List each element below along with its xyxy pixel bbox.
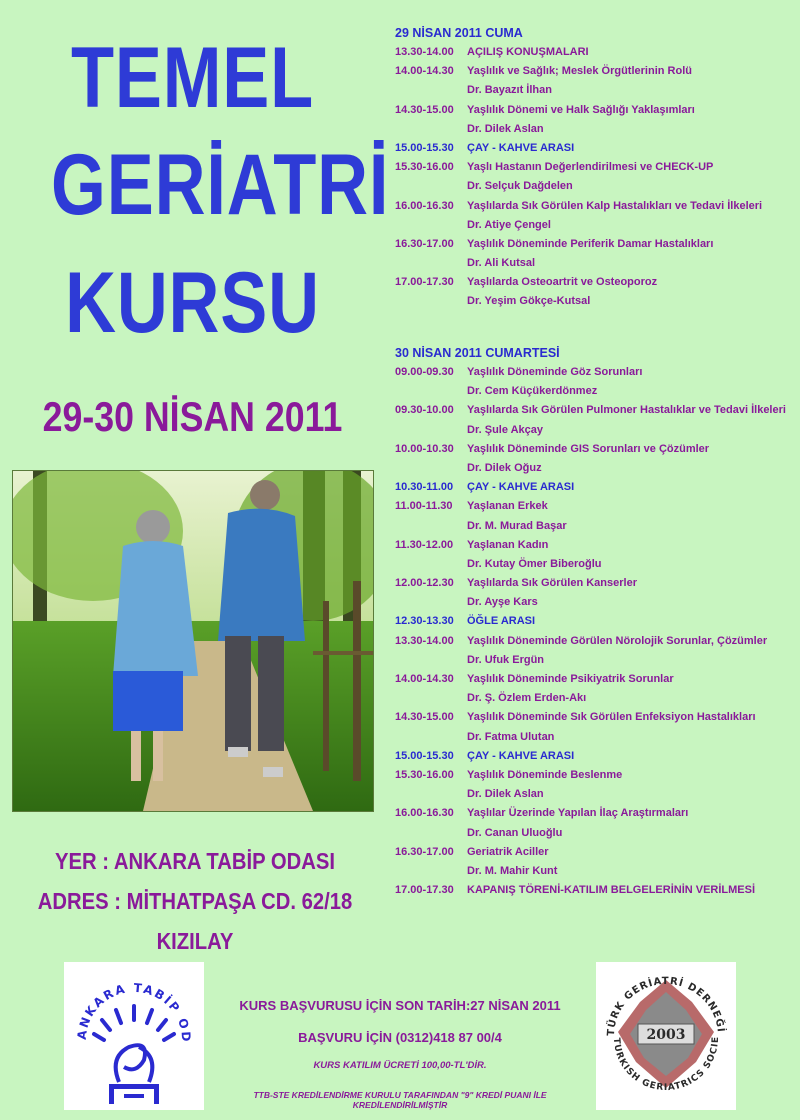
schedule-row	[395, 101, 795, 120]
session-time: 16.30-17.00	[395, 237, 454, 250]
elderly-couple-photo	[12, 470, 374, 812]
session-speaker: Dr. Canan Uluoğlu	[467, 826, 563, 839]
session-speaker: Dr. Fatma Ulutan	[467, 730, 555, 743]
schedule-row	[395, 273, 795, 292]
session-time: 15.30-16.00	[395, 161, 454, 174]
session-topic: Yaşlılık Döneminde GIS Sorunları ve Çözümler	[467, 442, 710, 455]
schedule-row	[395, 139, 795, 158]
schedule-row	[395, 766, 795, 785]
title-line-3: KURSU	[65, 255, 320, 351]
schedule-row	[395, 670, 795, 689]
schedule-row	[395, 43, 795, 62]
session-speaker: Dr. Ş. Özlem Erden-Akı	[467, 692, 587, 705]
session-speaker: Dr. Dilek Oğuz	[467, 461, 542, 474]
day1-title: 29 NİSAN 2011 CUMA	[395, 26, 523, 40]
day2-schedule	[395, 344, 795, 900]
logo-right-text-bottom: TURKISH GERIATRICS SOCIE	[610, 1035, 722, 1094]
schedule-row	[395, 843, 795, 862]
logo-right-text-top: TÜRK GERİATRİ DERNEĞİ	[605, 975, 726, 1037]
logo-right-year: 2003	[646, 1027, 686, 1043]
session-time: 15.30-16.00	[395, 768, 454, 781]
schedule-row	[395, 881, 795, 900]
session-time: 09.00-09.30	[395, 366, 454, 378]
session-topic: Yaşlanan Kadın	[467, 538, 549, 551]
session-time: 16.00-16.30	[395, 807, 454, 820]
application-deadline: KURS BAŞVURUSU İÇİN SON TARİH:27 NİSAN 2011	[239, 998, 561, 1013]
session-speaker: Dr. Dilek Aslan	[467, 122, 544, 135]
session-speaker: Dr. M. Murad Başar	[467, 519, 567, 532]
session-speaker: Dr. Yeşim Gökçe-Kutsal	[467, 295, 591, 308]
schedule-row	[395, 363, 795, 382]
session-topic: Yaşlılık Dönemi ve Halk Sağlığı Yaklaşımları	[467, 103, 695, 116]
session-topic: Yaşlılar Üzerinde Yapılan İlaç Araştırmaları	[467, 807, 689, 820]
session-topic: KAPANIŞ TÖRENİ-KATILIM BELGELERİNİN VERİLMESİ	[467, 884, 756, 897]
session-topic: Yaşlılık Döneminde Görülen Nörolojik Sorunlar, Çözümler	[467, 634, 768, 647]
session-topic: Yaşlılık Döneminde Sık Görülen Enfeksiyon Hastalıkları	[467, 711, 756, 724]
schedule-row	[395, 497, 795, 516]
session-time: 12.30-13.30	[395, 615, 454, 628]
session-speaker: Dr. Atiye Çengel	[467, 218, 551, 231]
schedule-row	[395, 401, 795, 420]
schedule-row	[395, 536, 795, 555]
session-time: 14.30-15.00	[395, 711, 454, 724]
session-time: 13.30-14.00	[395, 634, 454, 647]
session-speaker: Dr. Ali Kutsal	[467, 257, 536, 270]
session-topic: Yaşlılık ve Sağlık; Meslek Örgütlerinin Rolü	[467, 65, 692, 78]
session-topic: ÇAY - KAHVE ARASI	[467, 749, 575, 762]
schedule-row	[395, 747, 795, 766]
session-topic: Yaşlı Hastanın Değerlendirilmesi ve CHECK-UP	[467, 161, 714, 174]
day2-title: 30 NİSAN 2011 CUMARTESİ	[395, 346, 560, 360]
district: KIZILAY	[156, 928, 234, 954]
session-speaker: Dr. Ufuk Ergün	[467, 653, 545, 666]
session-speaker: Dr. Ayşe Kars	[467, 596, 538, 609]
session-speaker: Dr. Selçuk Dağdelen	[467, 180, 573, 193]
title-line-1: TEMEL	[70, 30, 315, 126]
session-topic: AÇILIŞ KONUŞMALARI	[467, 46, 589, 58]
session-speaker: Dr. Bayazıt İlhan	[467, 84, 552, 97]
session-topic: Yaşlılarda Sık Görülen Kanserler	[467, 577, 637, 590]
schedule-row	[395, 708, 795, 727]
session-time: 15.00-15.30	[395, 141, 454, 154]
session-topic: Yaşlılık Döneminde Psikiyatrik Sorunlar	[467, 673, 674, 685]
session-topic: Yaşlılarda Osteoartrit ve Osteoporoz	[467, 276, 658, 289]
schedule-row	[395, 574, 795, 593]
ankara-tabip-odasi-logo	[64, 962, 204, 1110]
session-topic: Yaşlılık Döneminde Beslenme	[467, 768, 623, 781]
session-time: 17.00-17.30	[395, 276, 454, 289]
session-time: 16.30-17.00	[395, 845, 454, 858]
venue: YER : ANKARA TABİP ODASI	[54, 848, 336, 874]
session-speaker: Dr. M. Mahir Kunt	[467, 864, 558, 877]
application-phone: BAŞVURU İÇİN (0312)418 87 00/4	[298, 1030, 502, 1045]
session-speaker: Dr. Şule Akçay	[467, 423, 544, 436]
session-time: 17.00-17.30	[395, 884, 454, 897]
session-topic: Yaşlılık Döneminde Periferik Damar Hastalıkları	[467, 237, 714, 250]
session-time: 11.00-11.30	[395, 500, 453, 513]
schedule-row	[395, 158, 795, 177]
course-dates: 29-30 NİSAN 2011	[42, 393, 343, 440]
session-topic: Geriatrik Aciller	[467, 845, 549, 858]
logo-left-text: ANKARA TABİP OD	[74, 980, 194, 1044]
session-time: 14.00-14.30	[395, 65, 454, 78]
participation-fee: KURS KATILIM ÜCRETİ 100,00-TL'DİR.	[313, 1060, 487, 1071]
address: ADRES : MİTHATPAŞA CD. 62/18	[37, 888, 353, 914]
session-time: 15.00-15.30	[395, 749, 454, 762]
session-topic: ÇAY - KAHVE ARASI	[467, 141, 575, 154]
day1-schedule	[395, 24, 795, 312]
session-time: 14.00-14.30	[395, 673, 454, 685]
session-time: 12.00-12.30	[395, 577, 454, 590]
svg-text:ANKARA TABİP ODASI	[64, 962, 193, 1044]
schedule-row	[395, 612, 795, 631]
turk-geriatri-dernegi-logo	[596, 962, 736, 1110]
session-topic: Yaşlılık Döneminde Göz Sorunları	[467, 366, 643, 378]
session-time: 16.00-16.30	[395, 199, 454, 212]
session-time: 09.30-10.00	[395, 404, 454, 417]
session-time: 14.30-15.00	[395, 103, 454, 116]
session-topic: Yaşlılarda Sık Görülen Pulmoner Hastalıklar ve Tedavi İlkeleri	[467, 404, 786, 417]
title-line-2: GERİATRİ	[51, 137, 390, 233]
session-time: 13.30-14.00	[395, 46, 454, 58]
schedule-row	[395, 804, 795, 823]
session-speaker: Dr. Kutay Ömer Biberoğlu	[467, 557, 602, 570]
session-topic: ÇAY - KAHVE ARASI	[467, 481, 575, 494]
session-speaker: Dr. Dilek Aslan	[467, 788, 544, 801]
schedule-row	[395, 235, 795, 254]
schedule-row	[395, 632, 795, 651]
session-topic: ÖĞLE ARASI	[467, 615, 536, 628]
credit-note: TTB-STE KREDİLENDİRME KURULU TARAFINDAN "9" KREDİ PUANI İLE KREDİLENDİRİLMİŞTİR	[253, 1090, 547, 1110]
schedule-row	[395, 440, 795, 459]
schedule-row	[395, 197, 795, 216]
schedule-row	[395, 478, 795, 497]
schedule-row	[395, 62, 795, 81]
session-time: 10.30-11.00	[395, 481, 454, 494]
session-topic: Yaşlılarda Sık Görülen Kalp Hastalıkları ve Tedavi İlkeleri	[467, 199, 763, 212]
session-topic: Yaşlanan Erkek	[467, 500, 548, 513]
session-speaker: Dr. Cem Küçükerdönmez	[467, 385, 598, 398]
session-time: 11.30-12.00	[395, 538, 454, 551]
session-time: 10.00-10.30	[395, 442, 454, 455]
